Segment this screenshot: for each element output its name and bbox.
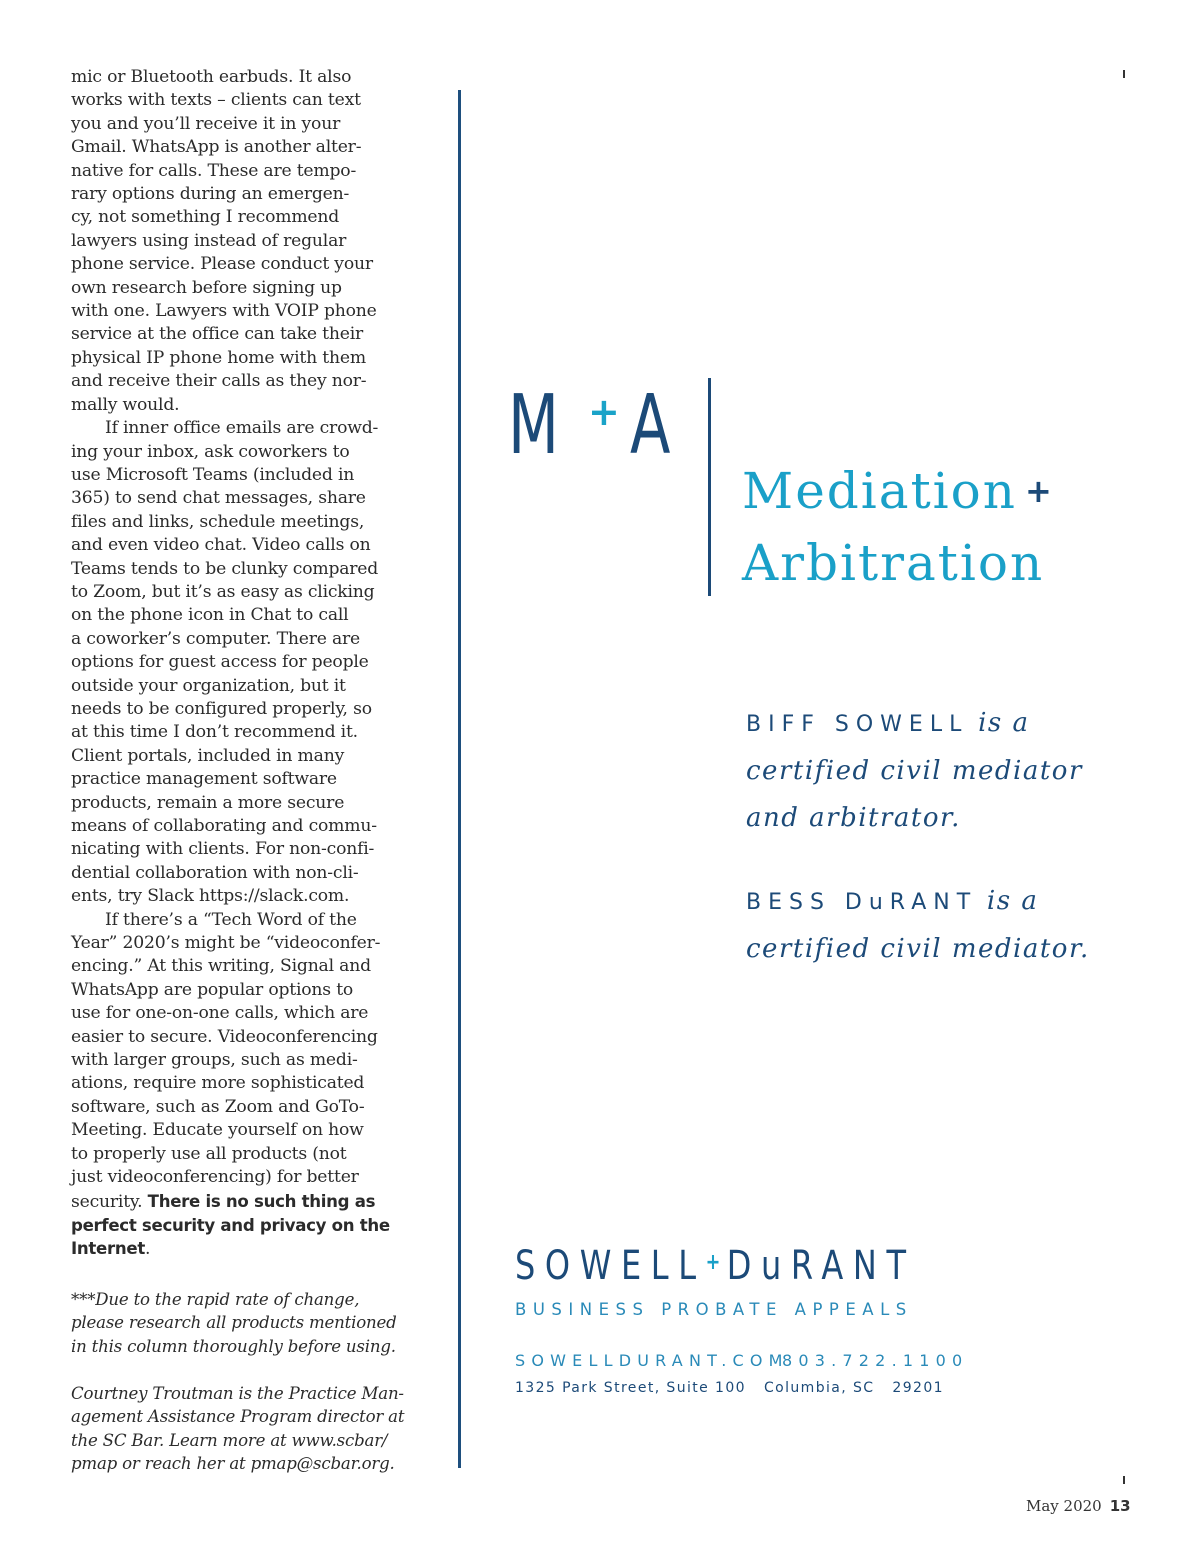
title-plus-icon: + bbox=[1024, 472, 1054, 510]
author-bio bbox=[71, 1382, 413, 1476]
article-column bbox=[71, 66, 413, 1476]
text-line: Teams tends to be clunky compared bbox=[71, 558, 379, 579]
text-line: mally would. bbox=[71, 394, 180, 415]
text-line: own research before signing up bbox=[71, 277, 342, 298]
closing-bold-text-1: There is no such thing as bbox=[147, 1191, 376, 1211]
logo-divider bbox=[708, 378, 711, 596]
text-line: mic or Bluetooth earbuds. It also bbox=[71, 67, 352, 87]
text-line: to properly use all products (not bbox=[71, 1143, 347, 1164]
text-line: please research all products mentioned bbox=[71, 1313, 397, 1333]
firm-website[interactable]: SOWELLDURANT.COM bbox=[515, 1351, 789, 1370]
text-line: Meeting. Educate yourself on how bbox=[71, 1120, 364, 1141]
page-footer bbox=[1026, 1497, 1131, 1515]
article-paragraph-3 bbox=[71, 909, 413, 1190]
person-name: BESS DuRANT bbox=[746, 890, 978, 915]
text-line: ations, require more sophisticated bbox=[71, 1073, 365, 1094]
text-line: on the phone icon in Chat to call bbox=[71, 605, 349, 626]
logo-letter-a: A bbox=[630, 378, 671, 473]
text-line: physical IP phone home with them bbox=[71, 347, 366, 368]
article-closing-line bbox=[71, 1190, 413, 1262]
text-line: in this column thoroughly before using. bbox=[71, 1336, 396, 1356]
text-line: dential collaboration with non-cli- bbox=[71, 862, 359, 883]
person-desc: and arbitrator. bbox=[746, 803, 961, 833]
text-line: agement Assistance Program director at bbox=[71, 1407, 405, 1427]
firm-block bbox=[515, 1238, 1016, 1396]
text-line: encing.” At this writing, Signal and bbox=[71, 956, 371, 977]
text-line: you and you’ll receive it in your bbox=[71, 113, 341, 134]
closing-bold-text-2: perfect security and privacy on the bbox=[71, 1215, 390, 1235]
text-line: Courtney Troutman is the Practice Man- bbox=[71, 1383, 404, 1403]
page-number: 13 bbox=[1109, 1497, 1131, 1515]
text-line: If inner office emails are crowd- bbox=[105, 418, 379, 439]
text-line: 365) to send chat messages, share bbox=[71, 488, 366, 509]
text-line: ***Due to the rapid rate of change, bbox=[71, 1289, 360, 1309]
text-line: ing your inbox, ask coworkers to bbox=[71, 441, 350, 462]
text-line: files and links, schedule meetings, bbox=[71, 511, 365, 532]
person-name: BIFF SOWELL bbox=[746, 712, 969, 737]
text-line: a coworker’s computer. There are bbox=[71, 628, 360, 649]
text-line: WhatsApp are popular options to bbox=[71, 979, 354, 1000]
text-line: and even video chat. Video calls on bbox=[71, 535, 371, 556]
closing-bold-text-3: Internet bbox=[71, 1239, 145, 1259]
firm-address bbox=[515, 1380, 962, 1396]
text-line: Client portals, included in many bbox=[71, 745, 345, 766]
firm-name-part-2: DuRANT bbox=[726, 1243, 916, 1289]
crop-mark-top bbox=[1123, 70, 1125, 78]
firm-plus-icon: + bbox=[705, 1250, 727, 1275]
crop-mark-bottom bbox=[1123, 1476, 1125, 1484]
text-line: Year” 2020’s might be “videoconfer- bbox=[71, 933, 381, 954]
firm-tagline: BUSINESS PROBATE APPEALS bbox=[515, 1300, 913, 1319]
article-paragraph-2 bbox=[71, 417, 413, 909]
text-line: lawyers using instead of regular bbox=[71, 230, 347, 251]
ad-title-line-1: Mediation bbox=[742, 462, 1017, 520]
text-line: means of collaborating and commu- bbox=[71, 816, 377, 836]
ad-title bbox=[742, 455, 1054, 599]
text-line: cy, not something I recommend bbox=[71, 207, 340, 228]
address-street: 1325 Park Street, Suite 100 bbox=[515, 1380, 746, 1396]
address-zip: 29201 bbox=[892, 1380, 944, 1396]
text-line: and receive their calls as they nor- bbox=[71, 371, 367, 392]
person-desc: certified civil mediator. bbox=[746, 934, 1090, 964]
person-desc: is a bbox=[977, 886, 1039, 916]
firm-name-part-1: SOWELL bbox=[515, 1243, 706, 1289]
text-line: options for guest access for people bbox=[71, 652, 369, 673]
text-line: ents, try Slack https://slack.com. bbox=[71, 886, 350, 907]
text-line: to Zoom, but it’s as easy as clicking bbox=[71, 581, 375, 602]
person-desc: is a bbox=[968, 708, 1030, 738]
address-city: Columbia, SC bbox=[763, 1380, 875, 1396]
text-line: easier to secure. Videoconferencing bbox=[71, 1026, 378, 1047]
attorney-bios bbox=[746, 700, 1166, 973]
text-line: phone service. Please conduct your bbox=[71, 254, 373, 275]
column-divider bbox=[458, 90, 461, 1468]
text-line: pmap or reach her at pmap@scbar.org. bbox=[71, 1454, 395, 1474]
ad-title-line-2: Arbitration bbox=[742, 534, 1045, 592]
logo-letter-m: M bbox=[508, 378, 559, 473]
article-paragraph-1 bbox=[71, 66, 413, 417]
text-line: practice management software bbox=[71, 769, 337, 790]
firm-phone[interactable]: 803.722.1100 bbox=[782, 1351, 969, 1370]
bio-bess-durant bbox=[746, 878, 1166, 973]
firm-name bbox=[515, 1238, 916, 1291]
text-line: needs to be configured properly, so bbox=[71, 698, 372, 719]
text-line: native for calls. These are tempo- bbox=[71, 160, 357, 181]
text-line: products, remain a more secure bbox=[71, 792, 345, 813]
issue-date: May 2020 bbox=[1026, 1497, 1102, 1515]
text-line: service at the office can take their bbox=[71, 324, 364, 345]
text-line: outside your organization, but it bbox=[71, 675, 346, 696]
text-line: just videoconferencing) for better bbox=[71, 1167, 359, 1188]
text-line: works with texts – clients can text bbox=[71, 90, 361, 111]
closing-plain-text: security. bbox=[71, 1191, 148, 1212]
text-line: nicating with clients. For non-confi- bbox=[71, 839, 375, 860]
text-line: Gmail. WhatsApp is another alter- bbox=[71, 137, 362, 158]
text-line: software, such as Zoom and GoTo- bbox=[71, 1096, 365, 1117]
text-line: rary options during an emergen- bbox=[71, 184, 350, 205]
person-desc: certified civil mediator bbox=[746, 756, 1083, 786]
bio-biff-sowell bbox=[746, 700, 1166, 842]
text-line: the SC Bar. Learn more at www.scbar/ bbox=[71, 1430, 388, 1450]
text-line: If there’s a “Tech Word of the bbox=[105, 909, 357, 930]
text-line: at this time I don’t recommend it. bbox=[71, 722, 358, 743]
text-line: with larger groups, such as medi- bbox=[71, 1050, 358, 1071]
text-line: use Microsoft Teams (included in bbox=[71, 464, 355, 485]
editor-note bbox=[71, 1288, 413, 1358]
text-line: with one. Lawyers with VOIP phone bbox=[71, 301, 377, 322]
logo-plus-icon: + bbox=[588, 390, 620, 434]
text-line: use for one-on-one calls, which are bbox=[71, 1003, 369, 1024]
closing-period: . bbox=[144, 1239, 151, 1260]
